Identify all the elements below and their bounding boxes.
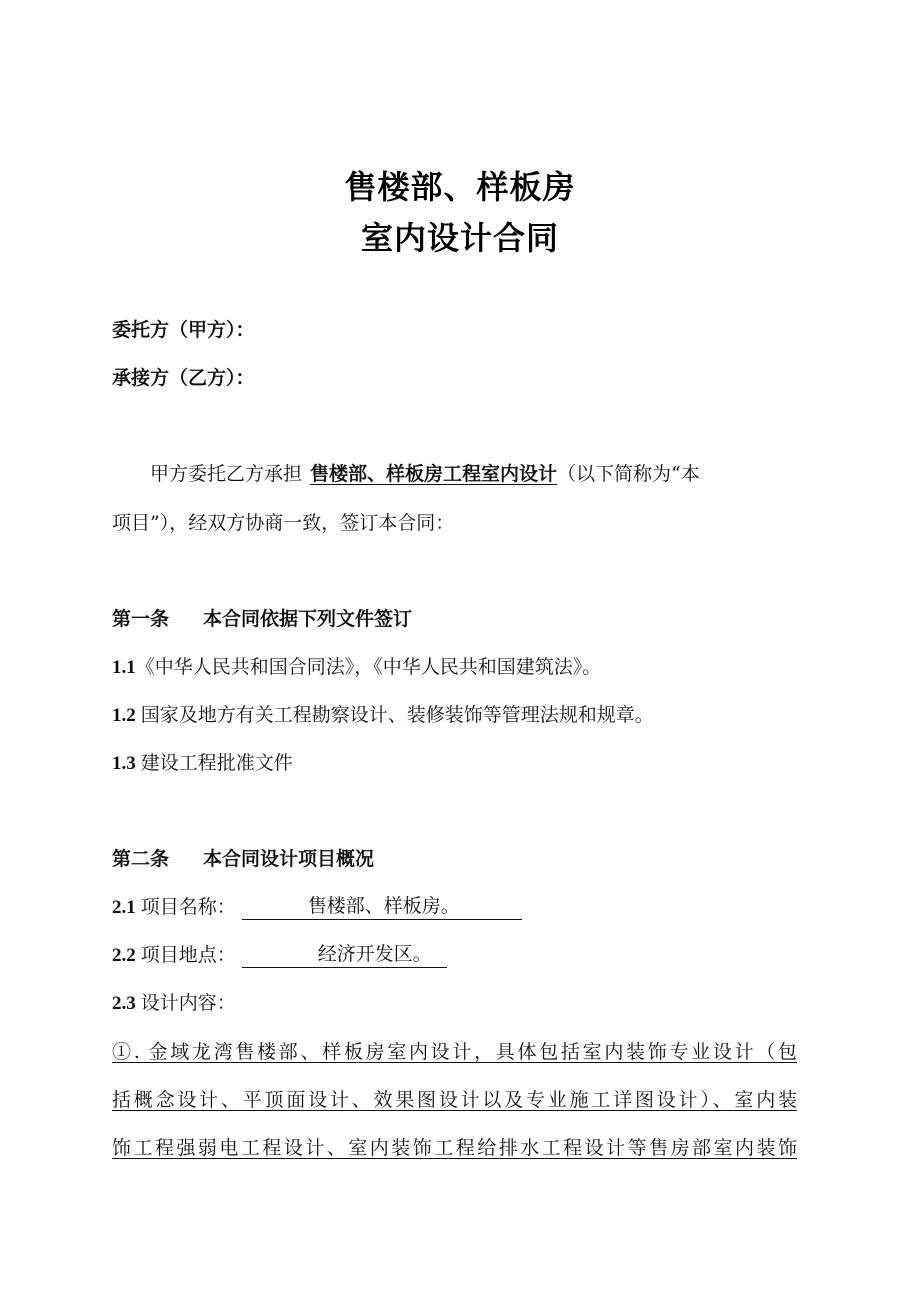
article-2-item-1: [112, 895, 522, 920]
article-1-item-1: [112, 655, 601, 680]
article-1-title: 本合同依据下列文件签订: [203, 608, 413, 630]
item-number: 2.1: [112, 897, 136, 918]
item-label: 项目地点：: [140, 944, 236, 966]
article-2-title: 本合同设计项目概况: [203, 848, 375, 870]
document-title-line-1: 售楼部、样板房: [344, 168, 576, 206]
project-location-field: [242, 943, 447, 968]
item-number: 2.2: [112, 945, 136, 966]
item-number: 2.3: [112, 993, 136, 1014]
project-location-value: 经济开发区。: [317, 943, 432, 965]
item-number: 1.2: [112, 705, 136, 726]
article-2-number: 第二条: [112, 848, 170, 870]
document-title-line-2: 室内设计合同: [360, 219, 559, 257]
item-text: 建设工程批准文件: [140, 752, 293, 774]
item-number: 1.1: [112, 657, 136, 678]
contractor-party-label: 承接方（乙方）：: [112, 367, 255, 389]
article-1-heading: [112, 607, 412, 631]
item-text: 《中华人民共和国合同法》，《中华人民共和国建筑法》。: [135, 656, 602, 678]
intro-paragraph-line-2: 项目”），经双方协商一致，签订本合同：: [112, 512, 455, 534]
project-name-value: 售楼部、样板房。: [307, 895, 460, 917]
article-1-item-2: [112, 703, 654, 728]
intro-paragraph-line-1: [150, 462, 700, 486]
design-content-line-3: 饰工程强弱电工程设计、室内装饰工程给排水工程设计等售房部室内装饰: [112, 1137, 797, 1159]
intro-suffix: （以下简称为“本: [557, 463, 700, 485]
article-2-heading: [112, 847, 374, 871]
item-number: 1.3: [112, 753, 136, 774]
article-2-item-3: [112, 991, 236, 1016]
item-text: 国家及地方有关工程勘察设计、装修装饰等管理法规和规章。: [140, 704, 654, 726]
intro-project-name: 售楼部、样板房工程室内设计: [310, 463, 558, 485]
item-label: 项目名称：: [140, 896, 236, 918]
article-1-number: 第一条: [112, 608, 170, 630]
item-label: 设计内容：: [140, 992, 236, 1014]
article-2-item-2: [112, 943, 447, 968]
design-content-line-1: ①. 金域龙湾售楼部、样板房室内设计，具体包括室内装饰专业设计（包: [112, 1041, 797, 1063]
project-name-field: [242, 895, 522, 920]
article-1-item-3: [112, 751, 293, 776]
intro-prefix: 甲方委托乙方承担: [150, 463, 303, 485]
client-party-label: 委托方（甲方）：: [112, 319, 255, 341]
design-content-line-2: 括概念设计、平顶面设计、效果图设计以及专业施工详图设计）、室内装: [112, 1089, 797, 1111]
